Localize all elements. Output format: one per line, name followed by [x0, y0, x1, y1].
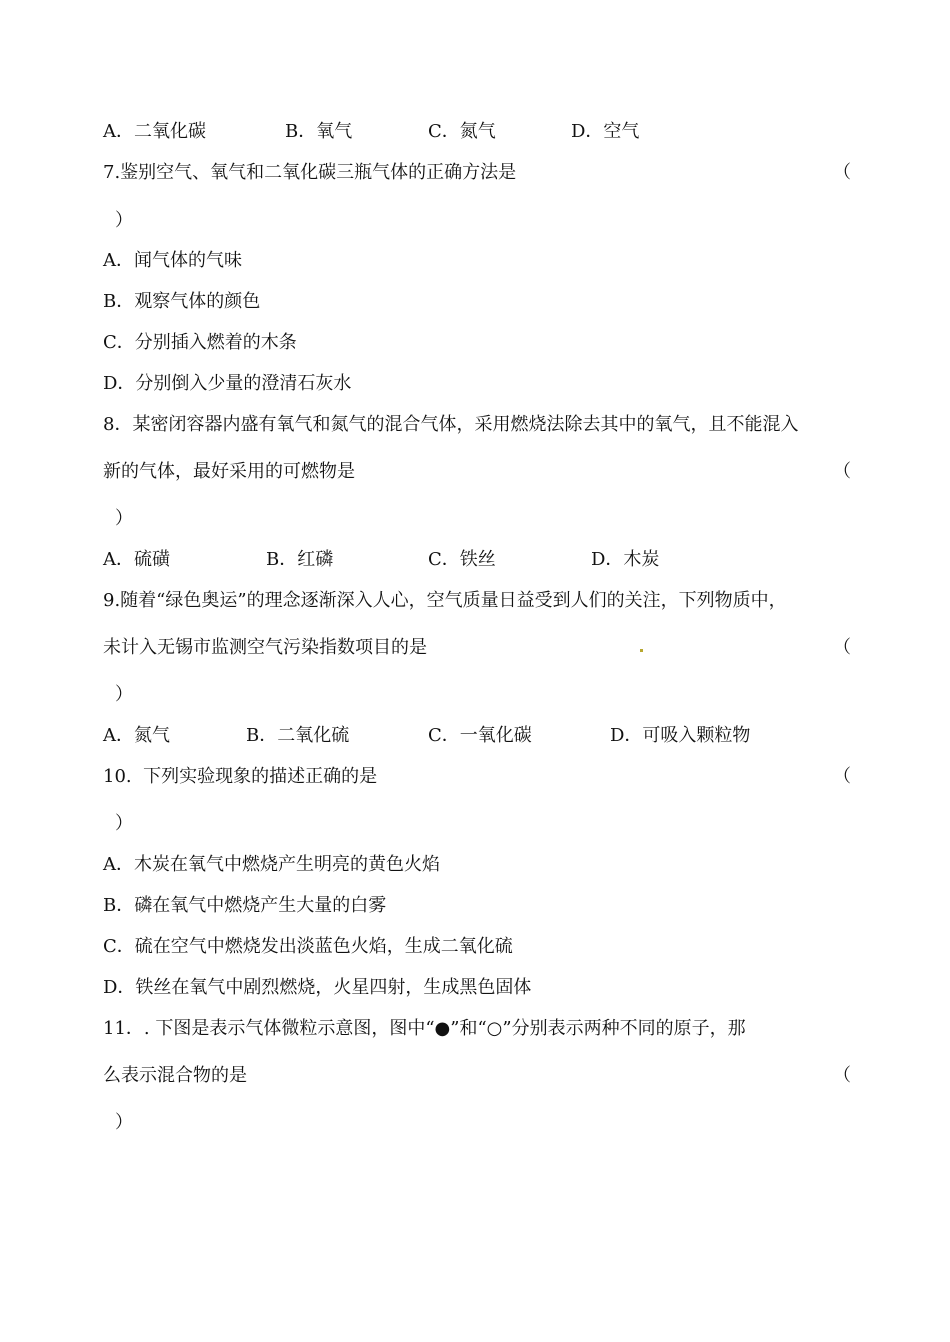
q9-option-c: C．一氧化碳: [428, 725, 532, 746]
q10-option-b: B．磷在氧气中燃烧产生大量的白雾: [103, 895, 387, 916]
q10-option-d: D．铁丝在氧气中剧烈燃烧，火星四射，生成黑色固体: [103, 977, 532, 998]
q8-stem-line2: 新的气体，最好采用的可燃物是: [103, 461, 355, 482]
q8-option-c: C．铁丝: [428, 549, 496, 570]
q10-option-c: C．硫在空气中燃烧发出淡蓝色火焰，生成二氧化硫: [103, 936, 513, 957]
q9-paren-open: （: [833, 637, 851, 658]
q7-option-d: D．分别倒入少量的澄清石灰水: [103, 373, 352, 394]
q8-option-d: D．木炭: [591, 549, 660, 570]
q8-paren-close: ）: [115, 508, 133, 529]
q6-option-b: B．氧气: [285, 121, 353, 142]
q11-paren-open: （: [833, 1065, 851, 1086]
q11-paren-close: ）: [115, 1112, 133, 1133]
q11-stem-line2: 么表示混合物的是: [103, 1065, 247, 1086]
q10-paren-open: （: [833, 766, 851, 787]
q6-option-c: C．氮气: [428, 121, 496, 142]
q9-option-b: B．二氧化硫: [246, 725, 350, 746]
q9-stem-line1: 9.随着“绿色奥运”的理念逐渐深入人心，空气质量日益受到人们的关注，下列物质中，: [103, 590, 787, 611]
q9-option-a: A．氮气: [103, 725, 170, 746]
q10-paren-close: ）: [115, 813, 133, 834]
q8-option-b: B．红磷: [266, 549, 334, 570]
q8-stem-line1: 8．某密闭容器内盛有氧气和氮气的混合气体，采用燃烧法除去其中的氧气，且不能混入: [103, 414, 799, 435]
q11-stem-line1: 11．. 下图是表示气体微粒示意图，图中“●”和“○”分别表示两种不同的原子，那: [103, 1018, 746, 1039]
q10-option-a: A．木炭在氧气中燃烧产生明亮的黄色火焰: [103, 854, 440, 875]
q7-stem: 7.鉴别空气、氧气和二氧化碳三瓶气体的正确方法是: [103, 162, 517, 183]
q7-paren-open: （: [833, 162, 851, 183]
q7-option-a: A．闻气体的气味: [103, 250, 242, 271]
q7-option-c: C．分别插入燃着的木条: [103, 332, 297, 353]
q8-paren-open: （: [833, 461, 851, 482]
scan-speck: [640, 649, 643, 652]
q10-stem: 10. 下列实验现象的描述正确的是: [103, 766, 378, 787]
q9-stem-line2: 未计入无锡市监测空气污染指数项目的是: [103, 637, 427, 658]
q8-option-a: A．硫磺: [103, 549, 170, 570]
q9-option-d: D．可吸入颗粒物: [610, 725, 751, 746]
q7-option-b: B．观察气体的颜色: [103, 291, 261, 312]
q6-option-d: D．空气: [571, 121, 640, 142]
q6-option-a: A．二氧化碳: [103, 121, 206, 142]
q7-paren-close: ）: [115, 210, 133, 231]
q9-paren-close: ）: [115, 684, 133, 705]
